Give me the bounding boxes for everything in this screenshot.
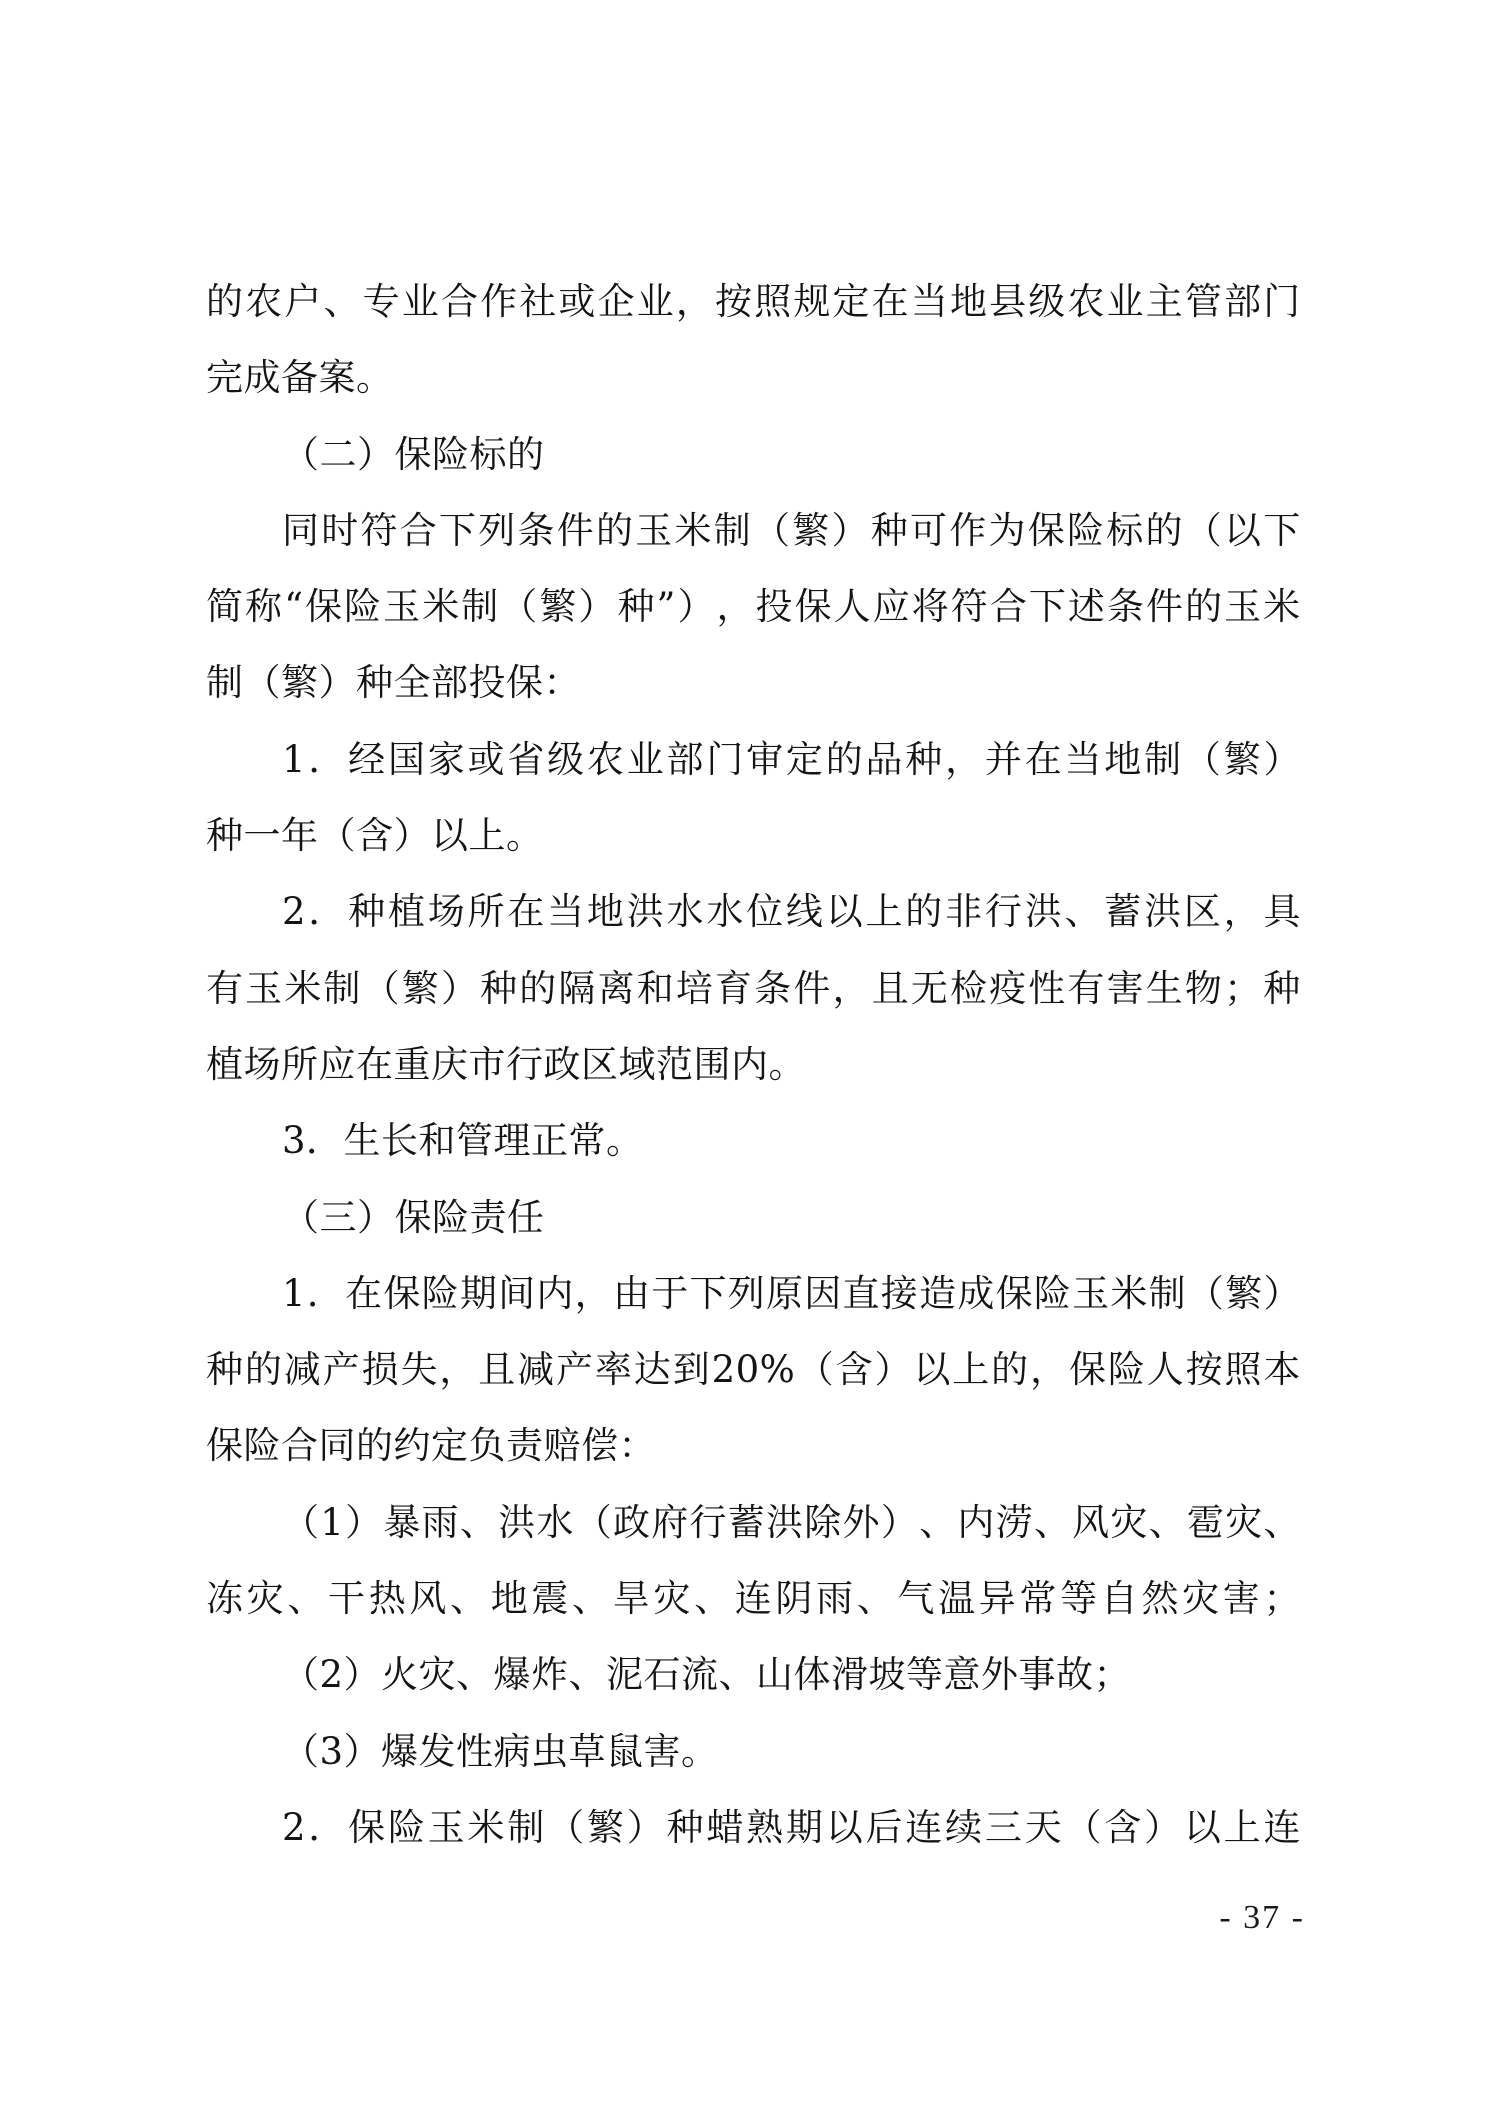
text-line: 有 玉 米 制 （ 繁 ） 种 的 隔 离 和 培 育 条 件 ， 且 无 检 疫 性 有 害 生 物 ； 种 — [206, 966, 1301, 1010]
text-line: 简 称 “ 保 险 玉 米 制 （ 繁 ） 种 ” ） ， 投 保 人 应 将 符 合 下 述 条 件 的 玉 米 — [206, 585, 1301, 629]
text-line: （3）爆发性病虫草鼠害。 — [282, 1729, 719, 1773]
text-line: 同 时 符 合 下 列 条 件 的 玉 米 制 （ 繁 ） 种 可 作 为 保 险 标 的 （ 以 下 — [282, 508, 1301, 552]
text-line: 植场所应在重庆市行政区域范围内。 — [206, 1042, 806, 1086]
text-line: 1 ． 在 保 险 期 间 内 ， 由 于 下 列 原 因 直 接 造 成 保 险 玉 米 制 （ 繁 ） — [282, 1271, 1301, 1315]
text-line: 完成备案。 — [206, 356, 394, 400]
text-line: 的 农 户 、 专 业 合 作 社 或 企 业 ， 按 照 规 定 在 当 地 县 级 农 业 主 管 部 门 — [206, 280, 1301, 323]
text-line: 制（繁）种全部投保： — [206, 661, 581, 705]
page-number: - 37 - — [1219, 1899, 1305, 1936]
document-body — [206, 264, 1301, 1866]
text-line: 1 ． 经 国 家 或 省 级 农 业 部 门 审 定 的 品 种 ， 并 在 当 地 制 （ 繁 ） — [282, 737, 1301, 781]
text-line: 2 ． 种 植 场 所 在 当 地 洪 水 水 位 线 以 上 的 非 行 洪 、 蓄 洪 区 ， 具 — [282, 890, 1301, 934]
text-line: 3．生长和管理正常。 — [282, 1119, 644, 1163]
text-line: （二）保险标的 — [282, 432, 545, 476]
text-line: 种 的 减 产 损 失 ， 且 减 产 率 达 到 20% （ 含 ） 以 上 的 ， 保 险 人 按 照 本 — [206, 1348, 1301, 1392]
text-line: 保险合同的约定负责赔偿： — [206, 1424, 656, 1468]
text-line: （2）火灾、爆炸、泥石流、山体滑坡等意外事故； — [282, 1653, 1132, 1697]
text-line: 冻 灾 、 干 热 风 、 地 震 、 旱 灾 、 连 阴 雨 、 气 温 异 常 等 自 然 灾 害 ； — [206, 1577, 1301, 1621]
text-line: （三）保险责任 — [282, 1195, 545, 1239]
text-line: 2 ． 保 险 玉 米 制 （ 繁 ） 种 蜡 熟 期 以 后 连 续 三 天 （ 含 ） 以 上 连 — [282, 1805, 1301, 1849]
text-line: 种一年（含）以上。 — [206, 814, 544, 858]
text-line: （ 1 ） 暴 雨 、 洪 水 （ 政 府 行 蓄 洪 除 外 ） 、 内 涝 、 风 灾 、 雹 灾 、 — [282, 1500, 1301, 1544]
